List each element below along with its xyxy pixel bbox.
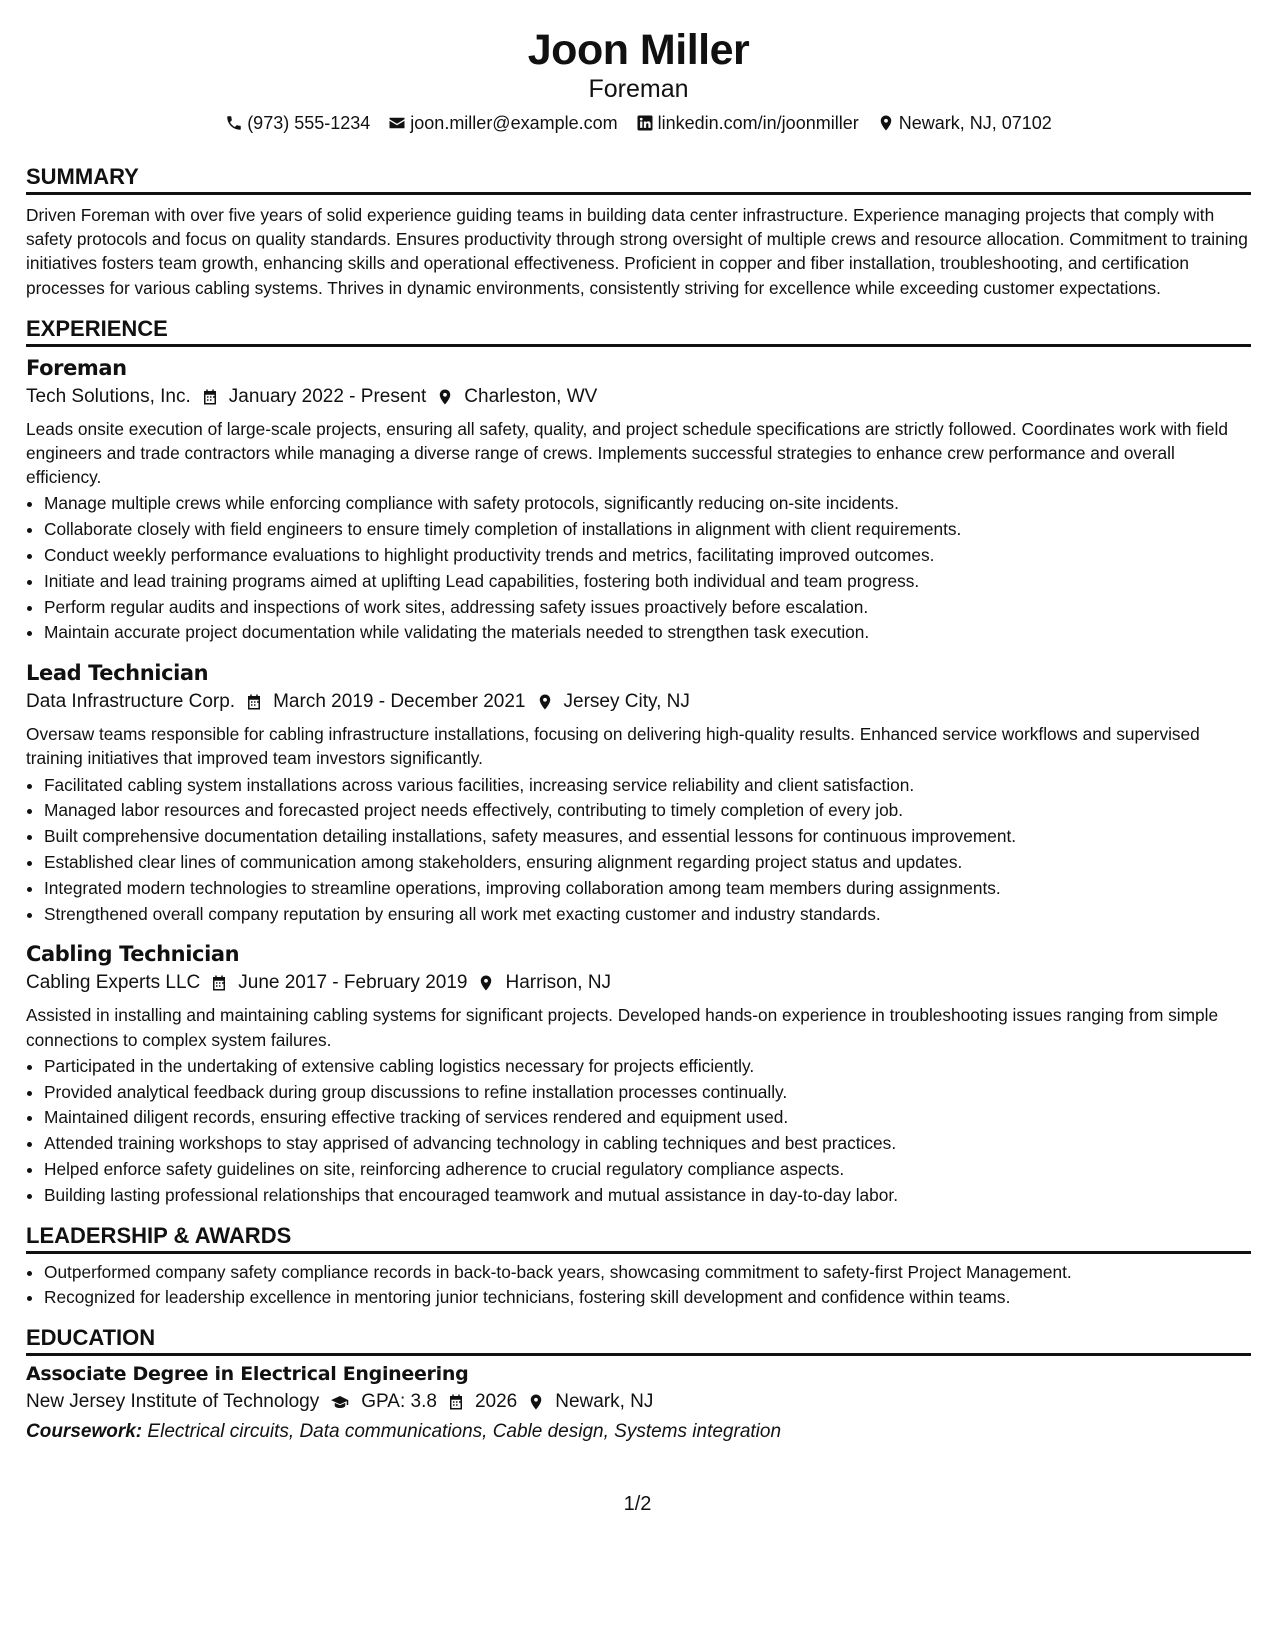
bullet-item: • Managed labor resources and forecasted project needs effectively, contributing to timely completion of every job. — [44, 798, 1251, 824]
bullet-item: • Helped enforce safety guidelines on site, reinforcing adherence to crucial regulatory compliance aspects. — [44, 1157, 1251, 1183]
job-location: Harrison, NJ — [505, 972, 612, 994]
bullet-item: • Recognized for leadership excellence in mentoring junior technicians, fostering skill development and confidence within teams. — [44, 1285, 1251, 1311]
school-location: Newark, NJ — [555, 1391, 654, 1413]
job-bullets — [26, 773, 1251, 928]
summary-section — [26, 164, 1251, 300]
job-description: Leads onsite execution of large-scale projects, ensuring all safety, quality, and project schedule specifications are strictly followed. Coordinates work with field engineers and trade contractors while managing a diverse range of crews. Implements successful strategies to enhance crew performance and overall efficiency. — [26, 418, 1228, 488]
contact-phone — [225, 112, 370, 134]
map-marker-icon — [877, 114, 895, 132]
bullet-item: • Building lasting professional relationships that encouraged teamwork and mutual assistance in day-to-day labor. — [44, 1183, 1251, 1209]
job-title: Foreman — [26, 355, 127, 380]
bullet-item: • Perform regular audits and inspections of work sites, addressing safety issues proactively before escalation. — [44, 595, 1251, 621]
company-name: Data Infrastructure Corp. — [26, 691, 236, 713]
job-meta — [26, 971, 1251, 995]
resume-page — [26, 0, 1251, 1444]
coursework-list: Electrical circuits, Data communications, Cable design, Systems integration — [147, 1421, 782, 1443]
education-meta — [26, 1390, 1251, 1414]
bullet-item: • Established clear lines of communication among stakeholders, ensuring alignment regarding project status and updates. — [44, 850, 1251, 876]
bullet-item: • Participated in the undertaking of extensive cabling logistics necessary for projects efficiently. — [44, 1054, 1251, 1080]
phone-icon — [225, 114, 243, 132]
contact-linkedin[interactable] — [636, 112, 859, 134]
section-heading: EDUCATION — [26, 1325, 1251, 1356]
company-name: Tech Solutions, Inc. — [26, 385, 191, 407]
resume-header — [26, 0, 1251, 134]
contact-email[interactable] — [388, 112, 617, 134]
job-dates: June 2017 - February 2019 — [238, 972, 468, 994]
bullet-item: • Attended training workshops to stay apprised of advancing technology in cabling techniques and best practices. — [44, 1131, 1251, 1157]
company-name: Cabling Experts LLC — [26, 972, 201, 994]
bullet-item: • Built comprehensive documentation detailing installations, safety measures, and essential lessons for continuous improvement. — [44, 824, 1251, 850]
job-title: Cabling Technician — [26, 942, 240, 967]
bullet-item: • Maintain accurate project documentation while validating the materials needed to strengthen task execution. — [44, 620, 1251, 646]
location-text: Newark, NJ, 07102 — [898, 113, 1052, 133]
coursework-line — [26, 1420, 1251, 1444]
job-bullets — [26, 491, 1251, 646]
gpa-text: GPA: 3.8 — [361, 1391, 437, 1413]
page-number: 1/2 — [623, 1493, 652, 1515]
calendar-icon — [210, 974, 228, 992]
email-text[interactable]: joon.miller@example.com — [410, 113, 618, 133]
section-heading: SUMMARY — [26, 164, 1251, 195]
school-name: New Jersey Institute of Technology — [26, 1391, 320, 1413]
map-marker-icon — [436, 388, 454, 406]
graduation-year: 2026 — [474, 1391, 518, 1413]
experience-section — [26, 316, 1251, 1209]
section-heading: EXPERIENCE — [26, 316, 1251, 347]
leadership-bullets — [26, 1260, 1251, 1312]
calendar-icon — [447, 1393, 465, 1411]
bullet-item: • Strengthened overall company reputation by ensuring all work met exacting customer and industry standards. — [44, 902, 1251, 928]
job-bullets — [26, 1054, 1251, 1209]
job-dates: March 2019 - December 2021 — [273, 691, 526, 713]
phone-text: (973) 555-1234 — [247, 113, 371, 133]
map-marker-icon — [536, 693, 554, 711]
job-title: Lead Technician — [26, 661, 209, 686]
bullet-item: • Initiate and lead training programs aimed at uplifting Lead capabilities, fostering both individual and team progress. — [44, 569, 1251, 595]
graduation-cap-icon — [329, 1393, 351, 1411]
bullet-item: • Facilitated cabling system installations across various facilities, increasing service reliability and client satisfaction. — [44, 773, 1251, 799]
calendar-icon — [201, 388, 219, 406]
job-meta — [26, 690, 1251, 714]
bullet-item: • Provided analytical feedback during group discussions to refine installation processes continually. — [44, 1080, 1251, 1106]
job-entry — [26, 660, 1251, 927]
bullet-item: • Manage multiple crews while enforcing compliance with safety protocols, significantly reducing on-site incidents. — [44, 491, 1251, 517]
bullet-item: • Maintained diligent records, ensuring effective tracking of services rendered and equipment used. — [44, 1105, 1251, 1131]
job-meta — [26, 385, 1251, 409]
contact-location — [877, 112, 1052, 134]
education-section — [26, 1325, 1251, 1444]
linkedin-text[interactable]: linkedin.com/in/joonmiller — [657, 113, 859, 133]
job-location: Jersey City, NJ — [563, 691, 690, 713]
bullet-item: • Outperformed company safety compliance records in back-to-back years, showcasing commitment to safety-first Project Management. — [44, 1260, 1251, 1286]
degree-title: Associate Degree in Electrical Engineering — [26, 1363, 469, 1386]
job-entry — [26, 355, 1251, 646]
coursework-label: Coursework: — [26, 1421, 143, 1443]
candidate-name: Joon Miller — [527, 26, 750, 74]
job-location: Charleston, WV — [464, 385, 598, 407]
bullet-item: • Integrated modern technologies to streamline operations, improving collaboration among team members during assignments. — [44, 876, 1251, 902]
contact-line — [26, 112, 1251, 134]
map-marker-icon — [477, 974, 495, 992]
candidate-title: Foreman — [588, 75, 689, 103]
job-description: Assisted in installing and maintaining cabling systems for significant projects. Developed hands-on experience in troubleshooting issues ranging from simple connections to complex system failures. — [26, 1005, 1219, 1050]
bullet-item: • Collaborate closely with field engineers to ensure timely completion of installations in alignment with client requirements. — [44, 517, 1251, 543]
map-marker-icon — [527, 1393, 545, 1411]
bullet-item: • Conduct weekly performance evaluations to highlight productivity trends and metrics, facilitating improved outcomes. — [44, 543, 1251, 569]
summary-text: Driven Foreman with over five years of solid experience guiding teams in building data center infrastructure. Experience managing projects that comply with safety protocols and focus on quality standards. Ensures productivity through strong oversight of multiple crews and resource allocation. Commitment to training initiatives fosters team growth, enhancing skills and operational effectiveness. Proficient in copper and fiber installation, troubleshooting, and certification processes for various cabling systems. Thrives in dynamic environments, consistently striving for excellence while exceeding customer expectations. — [26, 205, 1248, 298]
section-heading: LEADERSHIP & AWARDS — [26, 1223, 1251, 1254]
calendar-icon — [245, 693, 263, 711]
job-entry — [26, 941, 1251, 1208]
envelope-icon — [388, 114, 406, 132]
leadership-section — [26, 1223, 1251, 1312]
linkedin-icon — [636, 114, 654, 132]
job-dates: January 2022 - Present — [228, 385, 427, 407]
job-description: Oversaw teams responsible for cabling infrastructure installations, focusing on delivering high-quality results. Enhanced service workflows and supervised training initiatives that improved team investors significantly. — [26, 724, 1200, 769]
